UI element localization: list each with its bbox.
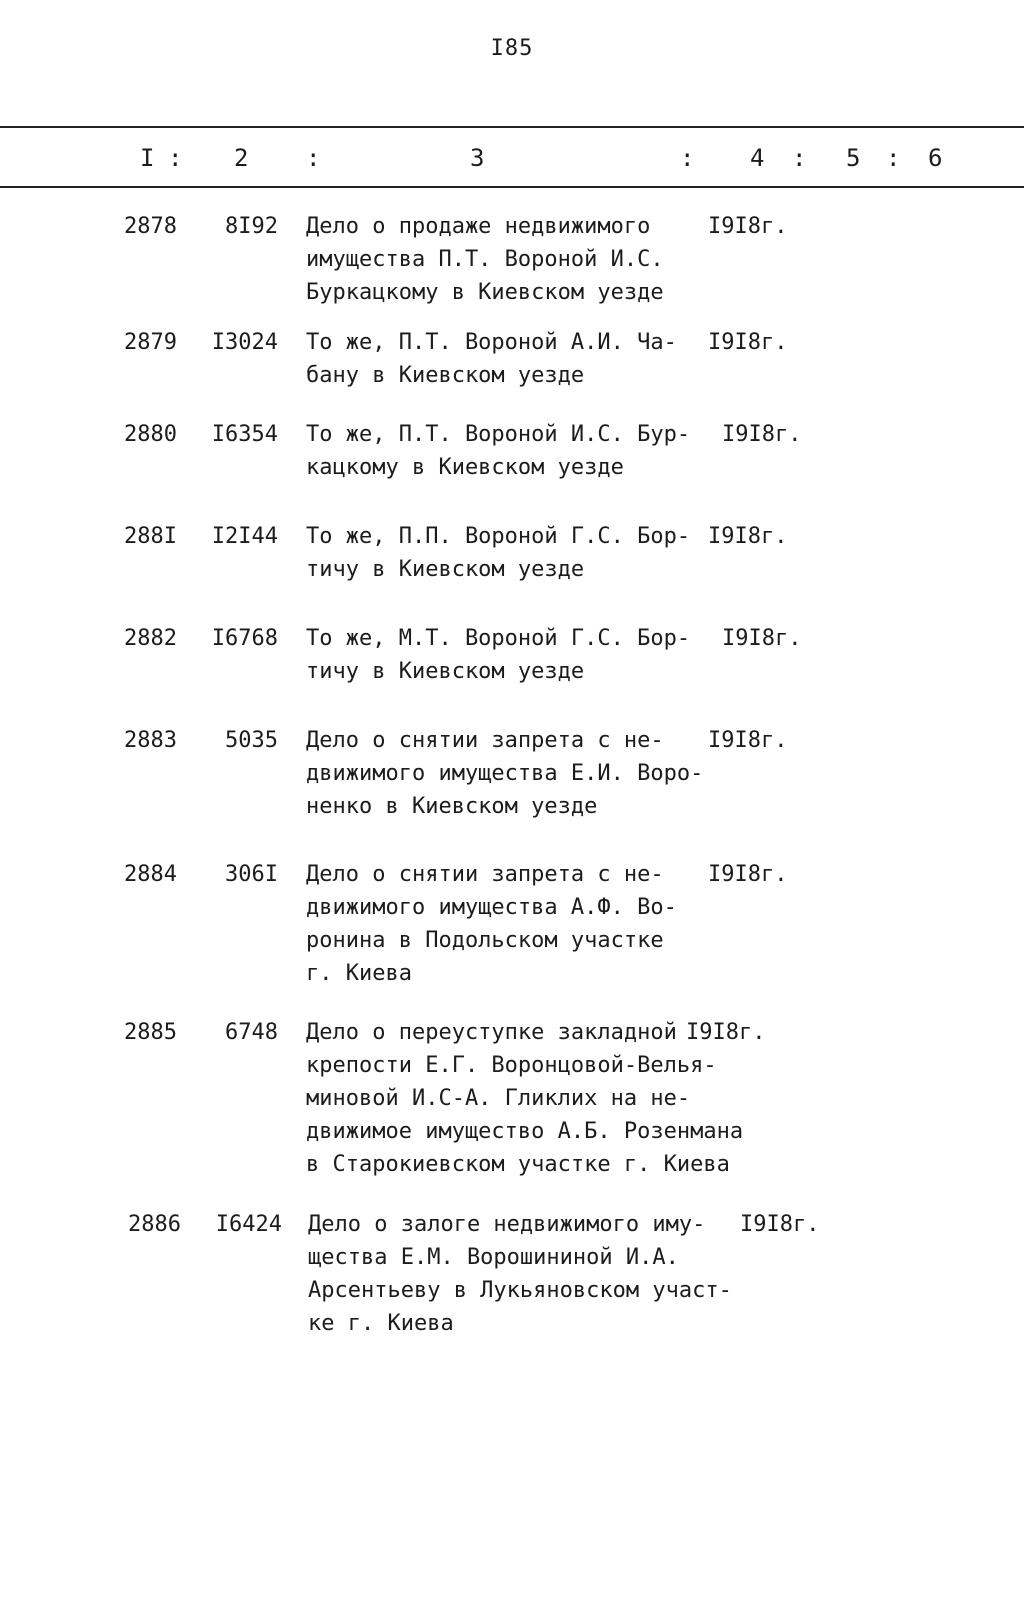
entry-code: 5035 [225,728,278,753]
entry-year: I9I8г. [708,524,788,549]
header-bottom-rule [0,186,1024,188]
entry-year: I9I8г. [708,862,788,887]
column-header-3: 3 [470,144,485,172]
column-separator: : [306,144,321,172]
entry-code: I6768 [211,626,278,651]
entry-year: I9I8г. [722,626,802,651]
entry-description: Дело о снятии запрета с не- движимого имущества Е.И. Воро- ненко в Киевском уезде [306,728,704,819]
column-separator: : [792,144,807,172]
entry-code: 6748 [225,1020,278,1045]
entry-description: То же, П.Т. Вороной И.С. Бур- кацкому в Киевском уезде [306,422,691,480]
entry-year: I9I8г. [708,728,788,753]
entry-year: I9I8г. [686,1020,766,1045]
entry-year: I9I8г. [722,422,802,447]
entry-description: Дело о переуступке закладной крепости Е.Г. Воронцовой-Велья- миновой И.С-А. Гликлих на не- движимое имущество А.Б. Розенмана в Старокиевском участке г. Киева [306,1020,744,1177]
entry-number: 2883 [124,728,177,753]
entry-year: I9I8г. [708,214,788,239]
column-header-1: I [140,144,155,172]
entry-code: I2I44 [211,524,278,549]
entry-year: I9I8г. [708,330,788,355]
entry-number: 2886 [128,1212,181,1237]
entry-code: I3024 [211,330,278,355]
column-separator: : [680,144,695,172]
entry-code: 306I [225,862,278,887]
entry-description: То же, П.П. Вороной Г.С. Бор- тичу в Киевском уезде [306,524,691,582]
entry-code: I6424 [215,1212,282,1237]
entry-code: I6354 [211,422,278,447]
column-separator: : [886,144,901,172]
entry-number: 2885 [124,1020,177,1045]
entry-number: 2880 [124,422,177,447]
entry-description: То же, П.Т. Вороной А.И. Ча- бану в Киевском уезде [306,330,677,388]
entry-number: 288I [124,524,177,549]
column-header-5: 5 [846,144,861,172]
entry-number: 2882 [124,626,177,651]
entry-code: 8I92 [225,214,278,239]
entry-year: I9I8г. [740,1212,820,1237]
entry-description: Дело о залоге недвижимого иму- щества Е.М. Ворошининой И.А. Арсентьеву в Лукьяновском участ- ке г. Киева [308,1212,732,1336]
column-header-2: 2 [234,144,249,172]
column-header-4: 4 [750,144,765,172]
column-separator: : [168,144,183,172]
header-top-rule [0,126,1024,128]
entry-number: 2878 [124,214,177,239]
entry-number: 2879 [124,330,177,355]
entry-description: Дело о снятии запрета с не- движимого имущества А.Ф. Во- ронина в Подольском участке г. Киева [306,862,677,986]
page-number: I85 [490,36,534,61]
entry-number: 2884 [124,862,177,887]
column-header-6: 6 [928,144,943,172]
entry-description: То же, М.Т. Вороной Г.С. Бор- тичу в Киевском уезде [306,626,691,684]
entry-description: Дело о продаже недвижимого имущества П.Т. Вороной И.С. Буркацкому в Киевском уезде [306,214,664,305]
